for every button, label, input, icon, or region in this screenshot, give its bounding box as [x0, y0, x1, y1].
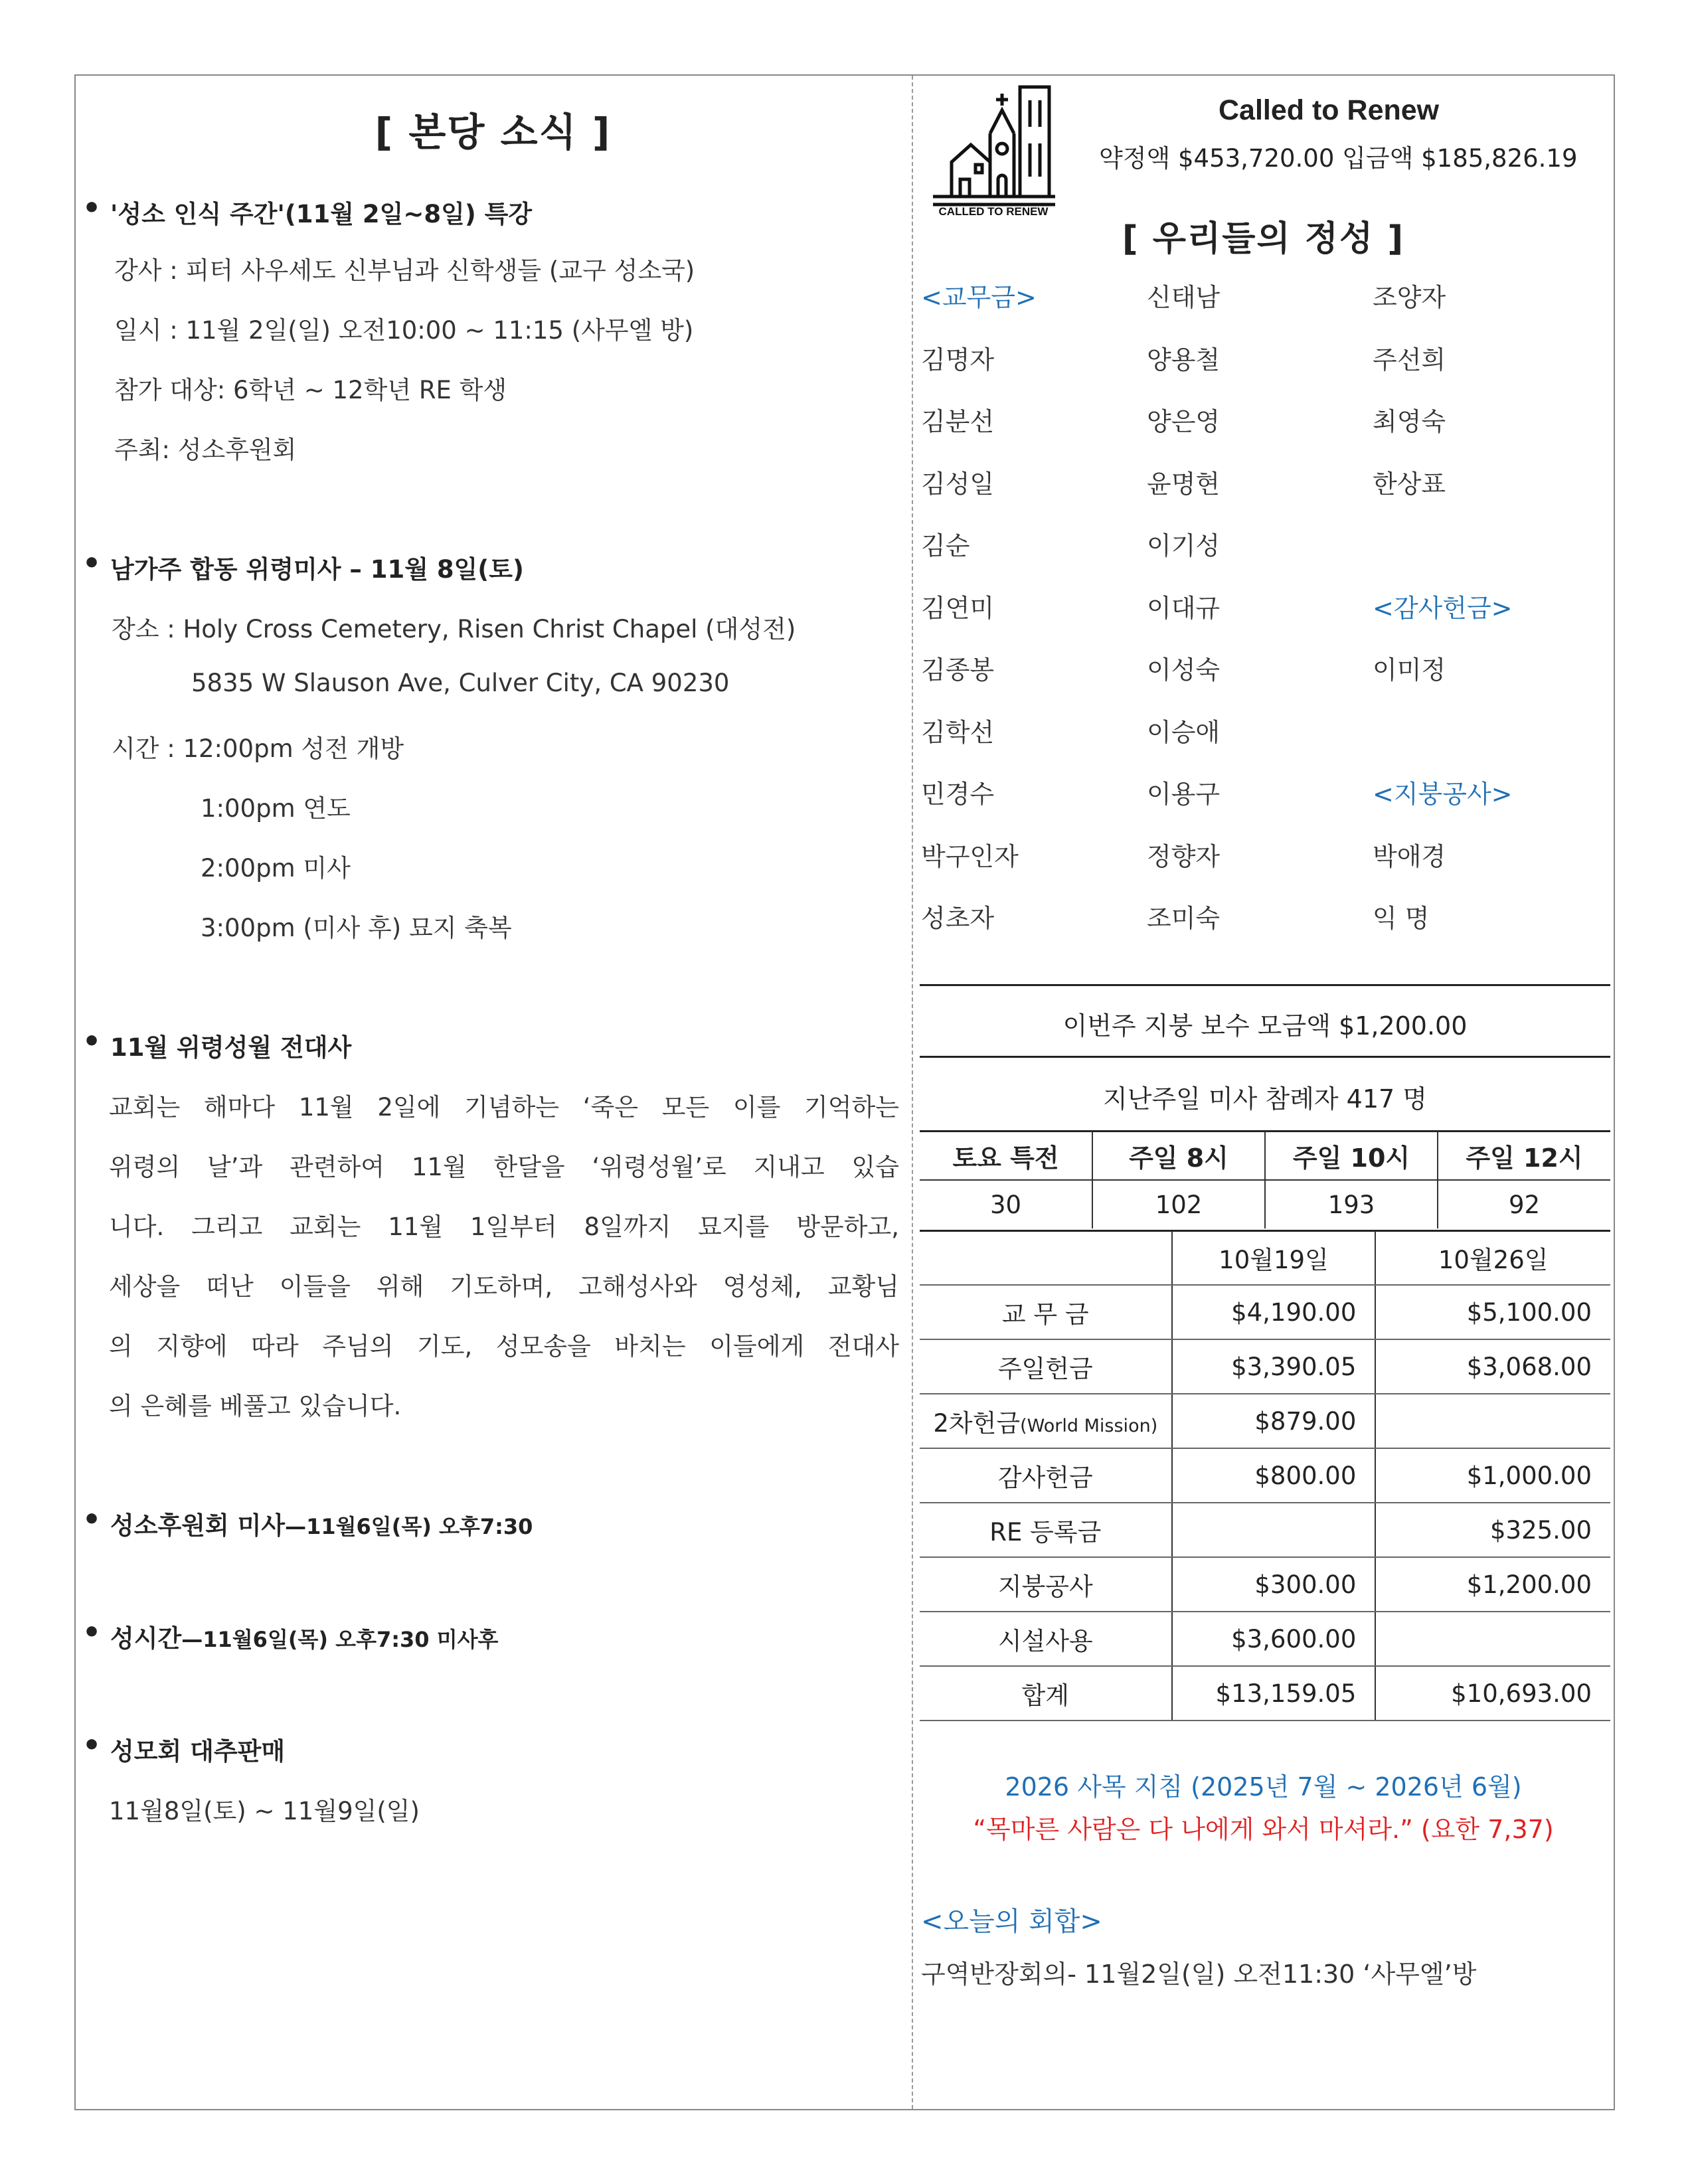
news-line: 11월8일(토) ~ 11월9일(일)	[109, 1797, 420, 1825]
finance-label: 지붕공사	[997, 1572, 1093, 1601]
parish-news-column	[74, 74, 912, 2110]
donor-name: 양용철	[1147, 345, 1221, 375]
divider-rule	[920, 984, 1610, 986]
donor-name: 양은영	[1147, 407, 1221, 436]
donor-name: 민경수	[921, 780, 995, 809]
news-heading: 성소후원회 미사	[110, 1511, 286, 1540]
news-item-holy-hour	[82, 1618, 498, 1654]
donor-name: 김연미	[921, 593, 995, 623]
finance-label-cell	[920, 1394, 1172, 1448]
finance-amount-cell: $13,159.05	[1172, 1666, 1376, 1721]
finance-label-sub: (World Mission)	[1020, 1416, 1158, 1436]
finance-amount-cell	[1172, 1503, 1376, 1557]
campaign-amounts: 약정액 $453,720.00 입금액 $185,826.19	[1099, 144, 1578, 173]
news-item-memorial-mass	[82, 549, 524, 585]
donor-name: 조양자	[1373, 283, 1446, 312]
finance-amount-cell: $10,693.00	[1375, 1666, 1610, 1721]
finance-amount-cell	[1375, 1612, 1610, 1666]
donor-name: 신태남	[1147, 283, 1221, 312]
logo-caption: CALLED TO RENEW	[938, 205, 1049, 216]
news-line: 3:00pm (미사 후) 묘지 축복	[201, 914, 512, 942]
news-line: 2:00pm 미사	[201, 854, 351, 882]
finance-label: 2차헌금	[933, 1409, 1021, 1438]
finance-row	[920, 1339, 1610, 1394]
attendance-header-row	[920, 1132, 1610, 1180]
finance-row	[920, 1612, 1610, 1666]
finance-header-cell	[920, 1231, 1172, 1285]
donor-name: 윤명현	[1147, 469, 1221, 499]
attendance-header-cell: 토요 특전	[920, 1132, 1092, 1180]
donor-name: 박애경	[1373, 841, 1446, 871]
finance-row	[920, 1503, 1610, 1557]
finance-amount-cell: $4,190.00	[1172, 1285, 1376, 1339]
finance-header-row	[920, 1231, 1610, 1285]
finance-row	[920, 1285, 1610, 1339]
news-item-vocation	[82, 194, 532, 230]
news-paragraph-line: 교회는 해마다 11월 2일에 기념하는 ‘죽은 모든 이를 기억하는	[109, 1093, 899, 1122]
offerings-column	[913, 74, 1614, 2110]
finance-label: 시설사용	[997, 1627, 1093, 1655]
news-detail: —11월6일(목) 오후7:30	[285, 1514, 533, 1539]
donor-name: 이용구	[1147, 780, 1221, 809]
finance-header-cell: 10월26일	[1375, 1231, 1610, 1285]
donor-name: 이미정	[1373, 655, 1446, 685]
finance-label-cell	[920, 1448, 1172, 1503]
finance-label-cell	[920, 1285, 1172, 1339]
attendance-header-cell: 주일 12시	[1438, 1132, 1610, 1180]
donor-category-label: <지붕공사>	[1373, 780, 1513, 809]
donor-name: 이대규	[1147, 593, 1221, 623]
donor-name: 이성숙	[1147, 655, 1221, 685]
meeting-line: 구역반장회의- 11월2일(일) 오전11:30 ‘사무엘’방	[921, 1960, 1477, 1989]
news-heading: 11월 위령성월 전대사	[110, 1033, 352, 1062]
finance-amount-cell: $3,068.00	[1375, 1339, 1610, 1394]
donor-name: 한상표	[1373, 469, 1446, 499]
donor-name: 이기성	[1147, 531, 1221, 560]
finance-label: 합계	[1021, 1681, 1070, 1710]
news-paragraph-line: 니다. 그리고 교회는 11월 1일부터 8일까지 묘지를 방문하고,	[109, 1213, 899, 1241]
finance-row	[920, 1394, 1610, 1448]
finance-amount-cell: $1,000.00	[1375, 1448, 1610, 1503]
news-paragraph-line: 의 은혜를 베풀고 있습니다.	[109, 1392, 402, 1420]
news-line: 1:00pm 연도	[201, 794, 351, 823]
donor-category-label: <감사헌금>	[1373, 593, 1513, 623]
news-item-vocation-mass	[82, 1505, 533, 1541]
roof-fund-total: 이번주 지붕 보수 모금액 $1,200.00	[1062, 1011, 1468, 1041]
meeting-heading: <오늘의 회합>	[921, 1906, 1102, 1937]
news-line: 장소 : Holy Cross Cemetery, Risen Christ Chapel (대성전)	[112, 615, 796, 643]
finance-amount-cell: $300.00	[1172, 1557, 1376, 1612]
finance-amount-cell: $1,200.00	[1375, 1557, 1610, 1612]
donor-name: 조미숙	[1147, 904, 1221, 933]
donor-name: 정향자	[1147, 841, 1221, 871]
finance-label-cell	[920, 1503, 1172, 1557]
finance-label-cell	[920, 1557, 1172, 1612]
news-detail: —11월6일(목) 오후7:30 미사후	[181, 1627, 499, 1652]
divider-rule	[920, 1056, 1610, 1058]
finance-row	[920, 1557, 1610, 1612]
donor-name: 김명자	[921, 345, 995, 375]
donor-name: 박구인자	[921, 841, 1019, 871]
news-paragraph-line: 세상을 떠난 이들을 위해 기도하며, 고해성사와 영성체, 교황님	[109, 1272, 899, 1301]
news-line: 일시 : 11월 2일(일) 오전10:00 ~ 11:15 (사무엘 방)	[114, 316, 694, 345]
finance-amount-cell	[1375, 1394, 1610, 1448]
news-paragraph-line: 위령의 날’과 관련하여 11월 한달을 ‘위령성월’로 지내고 있습	[109, 1153, 899, 1181]
attendance-value-cell: 193	[1265, 1180, 1438, 1228]
news-heading: 성시간	[110, 1624, 182, 1653]
news-line: 주최: 성소후원회	[114, 436, 297, 464]
finance-row	[920, 1666, 1610, 1721]
finance-amount-cell: $3,390.05	[1172, 1339, 1376, 1394]
donor-name: 이승애	[1147, 717, 1221, 747]
news-paragraph-line: 의 지향에 따라 주님의 기도, 성모송을 바치는 이들에게 전대사	[109, 1332, 899, 1361]
attendance-header-cell: 주일 10시	[1265, 1132, 1438, 1180]
donor-name: 김성일	[921, 469, 995, 499]
offering-finance-table	[920, 1231, 1610, 1721]
donor-name: 성초자	[921, 904, 995, 933]
news-heading: 성모회 대추판매	[110, 1737, 286, 1766]
news-line: 참가 대상: 6학년 ~ 12학년 RE 학생	[114, 376, 507, 404]
donor-name: 최영숙	[1373, 407, 1446, 436]
finance-header-cell: 10월19일	[1172, 1231, 1376, 1285]
attendance-title: 지난주일 미사 참례자 417 명	[1103, 1084, 1427, 1114]
news-heading: 남가주 합동 위령미사 – 11월 8일(토)	[110, 555, 524, 584]
attendance-value-row	[920, 1180, 1610, 1228]
finance-amount-cell: $879.00	[1172, 1394, 1376, 1448]
donor-name: 김순	[921, 531, 970, 560]
finance-label-cell	[920, 1339, 1172, 1394]
finance-label-cell	[920, 1612, 1172, 1666]
donor-name: 주선희	[1373, 345, 1446, 375]
pastoral-motto-title: 2026 사목 지침 (2025년 7월 ~ 2026년 6월)	[1005, 1772, 1522, 1802]
finance-amount-cell: $800.00	[1172, 1448, 1376, 1503]
attendance-header-cell: 주일 8시	[1092, 1132, 1265, 1180]
finance-amount-cell: $5,100.00	[1375, 1285, 1610, 1339]
news-line: 강사 : 피터 사우세도 신부님과 신학생들 (교구 성소국)	[114, 256, 695, 285]
parish-news-title: [ 본당 소식 ]	[375, 110, 612, 155]
finance-row	[920, 1448, 1610, 1503]
donor-name: 김학선	[921, 717, 995, 747]
news-item-indulgence	[82, 1027, 351, 1063]
finance-label: RE 등록금	[989, 1518, 1102, 1547]
campaign-title: Called to Renew	[1219, 94, 1440, 126]
donor-name: 김분선	[921, 407, 995, 436]
news-item-jujube-sale	[82, 1731, 285, 1767]
news-line: 시간 : 12:00pm 성전 개방	[112, 734, 404, 763]
attendance-table	[920, 1132, 1610, 1228]
attendance-value-cell: 30	[989, 1190, 1022, 1219]
finance-label: 감사헌금	[997, 1464, 1093, 1492]
attendance-value-cell: 92	[1438, 1180, 1610, 1228]
news-heading: '성소 인식 주간'(11월 2일~8일) 특강	[110, 200, 533, 228]
donor-category-label: <교무금>	[921, 283, 1037, 312]
finance-label-cell	[920, 1666, 1172, 1721]
finance-label: 교 무 금	[1001, 1300, 1089, 1329]
church-logo-icon	[924, 84, 1063, 216]
pastoral-motto-verse: “목마른 사람은 다 나에게 와서 마셔라.” (요한 7,37)	[973, 1815, 1554, 1844]
finance-label: 주일헌금	[997, 1355, 1093, 1383]
finance-amount-cell: $325.00	[1375, 1503, 1610, 1557]
donors-title: [ 우리들의 정성 ]	[1122, 219, 1405, 259]
donor-name: 익 명	[1373, 904, 1430, 933]
finance-amount-cell: $3,600.00	[1172, 1612, 1376, 1666]
donor-name: 김종봉	[921, 655, 995, 685]
news-line: 5835 W Slauson Ave, Culver City, CA 90230	[191, 669, 730, 697]
attendance-value-cell: 102	[1092, 1180, 1265, 1228]
